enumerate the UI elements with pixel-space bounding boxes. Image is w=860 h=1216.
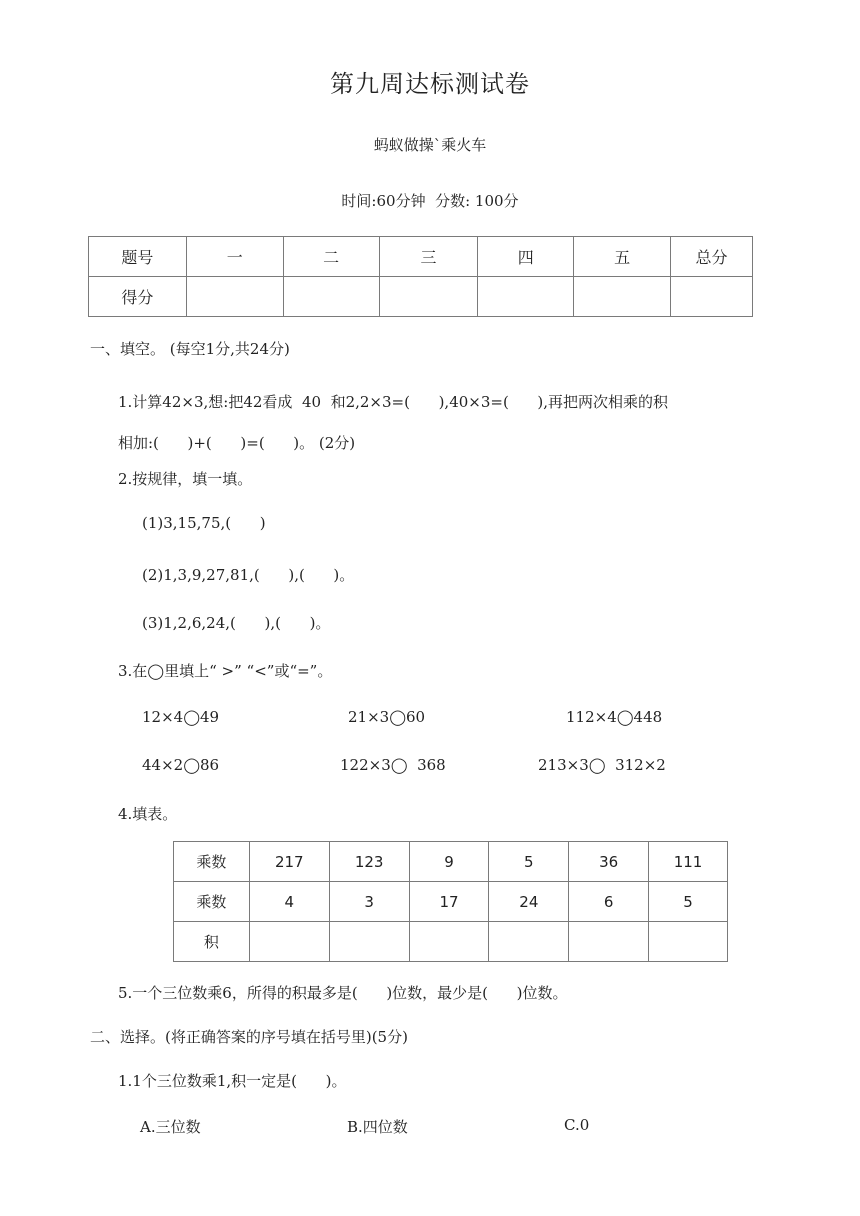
q2-1: (1)3,15,75,( ) bbox=[142, 514, 266, 532]
table-cell: 217 bbox=[249, 842, 329, 882]
score-table-header-row bbox=[89, 237, 753, 277]
table-cell: 111 bbox=[649, 842, 728, 882]
score-header-cell: 一 bbox=[186, 237, 283, 277]
table-cell: 6 bbox=[569, 882, 649, 922]
answer-cell[interactable] bbox=[329, 922, 409, 962]
q1-line1: 1.计算42×3,想:把42看成 40 和2,2×3=( ),40×3=( ),再把两次相乘的积 bbox=[118, 393, 669, 411]
table-row bbox=[174, 842, 728, 882]
section2-heading: 二、选择。(将正确答案的序号填在括号里)(5分) bbox=[90, 1028, 408, 1046]
score-header-cell: 五 bbox=[574, 237, 671, 277]
table-cell: 3 bbox=[329, 882, 409, 922]
q3-text: 3.在◯里填上“ >” “<”或“=”。 bbox=[118, 662, 333, 680]
s2-q1-text: 1.1个三位数乘1,积一定是( )。 bbox=[118, 1072, 347, 1090]
score-input-cell[interactable] bbox=[478, 277, 574, 317]
score-header-cell: 题号 bbox=[89, 237, 187, 277]
q2-text: 2.按规律，填一填。 bbox=[118, 470, 253, 488]
q2-3: (3)1,2,6,24,( ),( )。 bbox=[142, 614, 331, 632]
exam-info: 时间:60分钟 分数: 100分 bbox=[341, 192, 519, 210]
q3-item: 12×4◯49 bbox=[142, 708, 220, 726]
score-header-cell: 四 bbox=[478, 237, 574, 277]
score-header-cell: 二 bbox=[283, 237, 379, 277]
score-header-cell: 总分 bbox=[671, 237, 753, 277]
table-cell: 4 bbox=[249, 882, 329, 922]
q3-item: 21×3◯60 bbox=[348, 708, 426, 726]
q3-item: 122×3◯ 368 bbox=[340, 756, 446, 774]
score-input-cell[interactable] bbox=[574, 277, 671, 317]
score-input-cell[interactable] bbox=[283, 277, 379, 317]
q2-2: (2)1,3,9,27,81,( ),( )。 bbox=[142, 566, 355, 584]
q3-item: 44×2◯86 bbox=[142, 756, 220, 774]
answer-cell[interactable] bbox=[569, 922, 649, 962]
table-row bbox=[174, 922, 728, 962]
table-cell: 36 bbox=[569, 842, 649, 882]
q5-text: 5.一个三位数乘6，所得的积最多是( )位数，最少是( )位数。 bbox=[118, 984, 568, 1002]
answer-cell[interactable] bbox=[409, 922, 489, 962]
answer-cell[interactable] bbox=[249, 922, 329, 962]
q4-text: 4.填表。 bbox=[118, 805, 178, 823]
row-label: 乘数 bbox=[174, 882, 250, 922]
score-input-cell[interactable] bbox=[186, 277, 283, 317]
row-label: 乘数 bbox=[174, 842, 250, 882]
section1-heading: 一、填空。 (每空1分,共24分) bbox=[90, 340, 290, 358]
page-subtitle: 蚂蚁做操`乘火车 bbox=[373, 136, 487, 154]
option-c: C.0 bbox=[564, 1116, 590, 1134]
score-input-cell[interactable] bbox=[379, 277, 478, 317]
multiplication-table bbox=[173, 841, 728, 962]
table-cell: 5 bbox=[489, 842, 569, 882]
option-a: A.三位数 bbox=[140, 1118, 201, 1136]
q3-item: 112×4◯448 bbox=[566, 708, 663, 726]
q1-line2: 相加:( )+( )=( )。 (2分) bbox=[118, 434, 356, 452]
score-table-score-row bbox=[89, 277, 753, 317]
option-b: B.四位数 bbox=[347, 1118, 408, 1136]
page-title: 第九周达标测试卷 bbox=[330, 70, 530, 98]
table-cell: 5 bbox=[649, 882, 728, 922]
row-label: 积 bbox=[174, 922, 250, 962]
table-cell: 123 bbox=[329, 842, 409, 882]
answer-cell[interactable] bbox=[489, 922, 569, 962]
table-row bbox=[174, 882, 728, 922]
answer-cell[interactable] bbox=[649, 922, 728, 962]
table-cell: 9 bbox=[409, 842, 489, 882]
score-input-cell[interactable] bbox=[671, 277, 753, 317]
score-header-cell: 三 bbox=[379, 237, 478, 277]
table-cell: 17 bbox=[409, 882, 489, 922]
table-cell: 24 bbox=[489, 882, 569, 922]
score-table bbox=[88, 236, 753, 317]
q3-item: 213×3◯ 312×2 bbox=[538, 756, 666, 774]
score-row-label: 得分 bbox=[89, 277, 187, 317]
